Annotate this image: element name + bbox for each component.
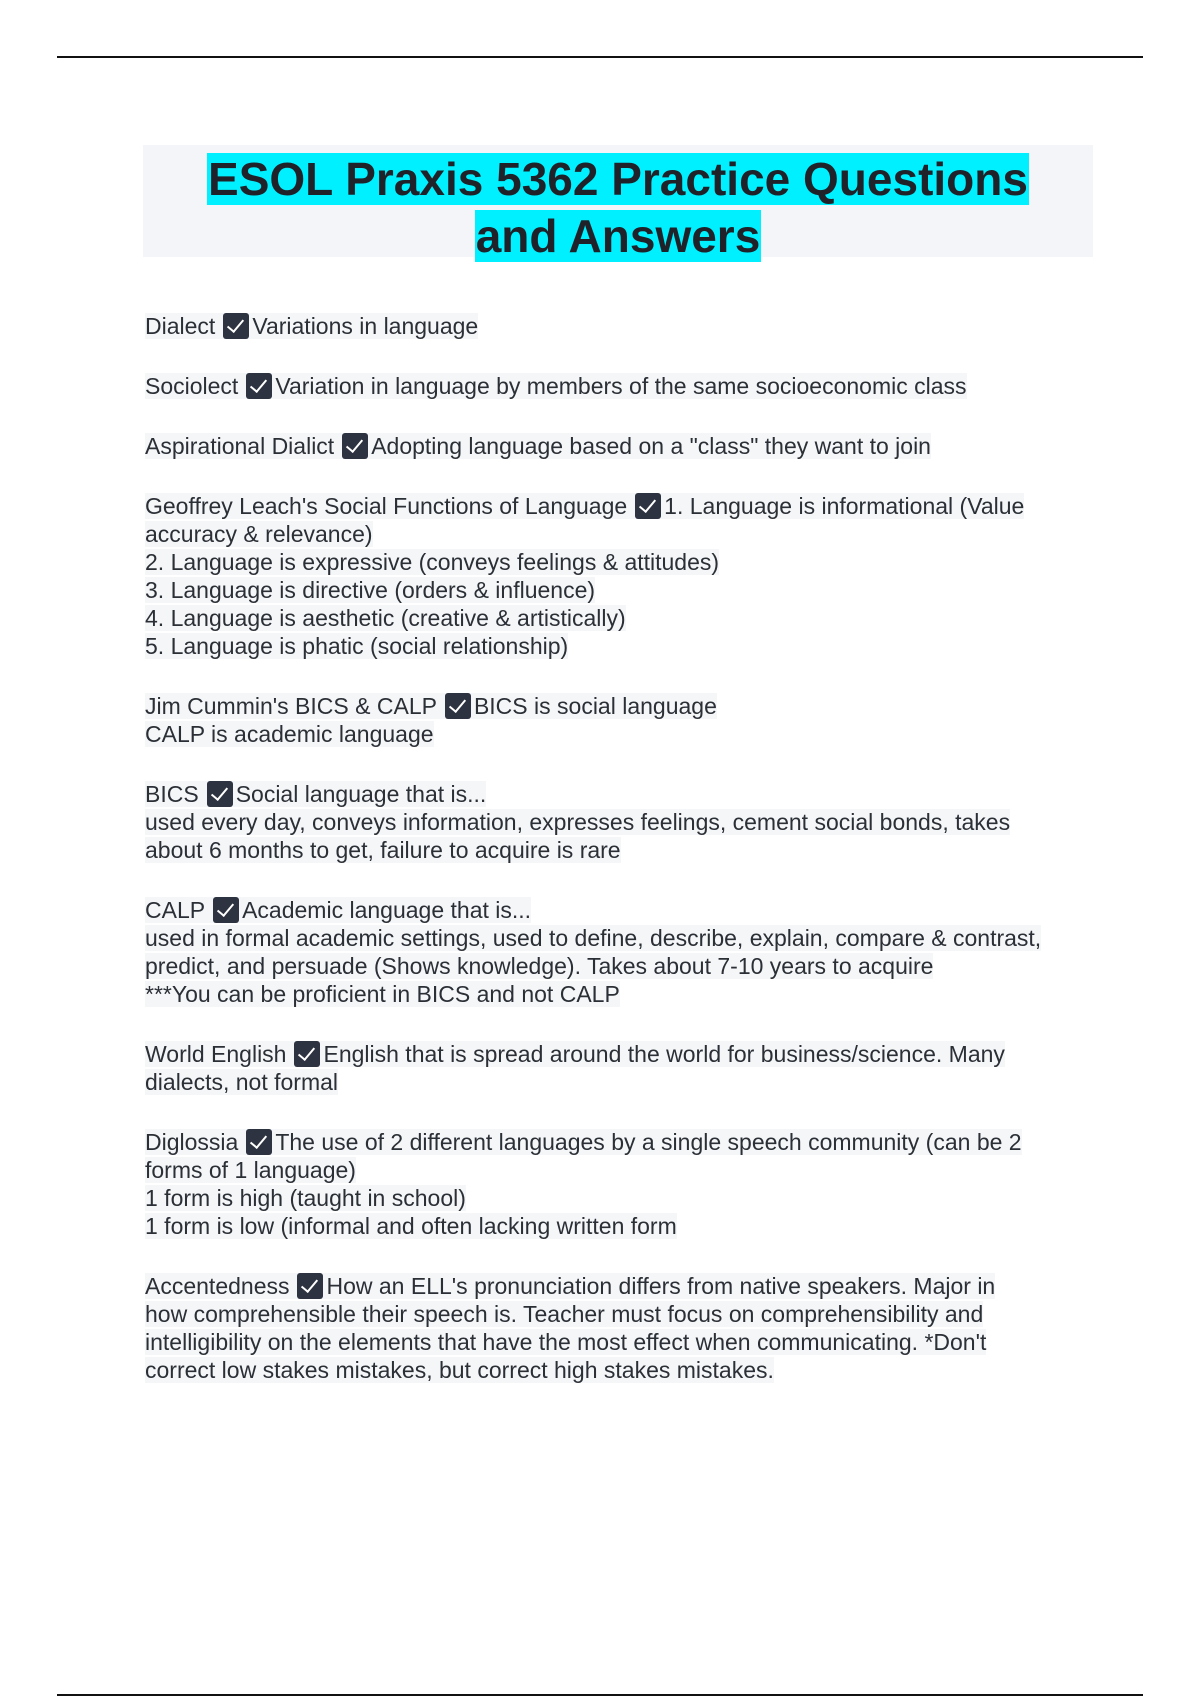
flashcard-answer-line	[145, 924, 1105, 952]
flashcard-answer-line-text: 5. Language is phatic (social relationship)	[145, 633, 569, 659]
flashcard-answer: Social language that is...	[235, 781, 487, 807]
checkbox-checked-icon	[213, 897, 239, 923]
flashcard-answer-line	[145, 808, 1105, 836]
flashcard-term: Accentedness	[145, 1273, 290, 1299]
flashcard-answer-line-text: correct low stakes mistakes, but correct high stakes mistakes.	[145, 1357, 774, 1383]
flashcard-answer-line	[145, 1184, 1105, 1212]
flashcard-term: Jim Cummin's BICS & CALP	[145, 693, 437, 719]
flashcard-first-line-text	[145, 313, 478, 339]
checkbox-checked-icon	[635, 493, 661, 519]
flashcard-answer-line-text: dialects, not formal	[145, 1069, 339, 1095]
flashcard-answer-line-text: 3. Language is directive (orders & influence)	[145, 577, 596, 603]
flashcard-answer-line	[145, 952, 1105, 980]
flashcard-answer-line-text: 1 form is high (taught in school)	[145, 1185, 466, 1211]
title-box	[143, 145, 1093, 262]
flashcard-item	[145, 312, 1105, 340]
flashcard-answer: The use of 2 different languages by a single speech community (can be 2	[275, 1129, 1022, 1155]
flashcard-term: BICS	[145, 781, 199, 807]
flashcard-answer-line-text: 4. Language is aesthetic (creative & artistically)	[145, 605, 626, 631]
flashcard-answer-line	[145, 836, 1105, 864]
flashcard-answer-line-text: used every day, conveys information, expresses feelings, cement social bonds, takes	[145, 809, 1011, 835]
flashcard-answer: Variations in language	[252, 313, 479, 339]
flashcard-answer-line-text: accuracy & relevance)	[145, 521, 373, 547]
flashcard-first-line-text	[145, 433, 931, 459]
flashcard-term: CALP	[145, 897, 206, 923]
top-rule	[57, 56, 1143, 58]
flashcard-first-line	[145, 1128, 1105, 1156]
flashcard-first-line-text	[145, 493, 1024, 519]
flashcard-first-line	[145, 492, 1105, 520]
bottom-rule	[57, 1694, 1143, 1696]
checkbox-checked-icon	[246, 373, 272, 399]
checkbox-checked-icon	[297, 1273, 323, 1299]
flashcard-answer-line-text: about 6 months to get, failure to acquire is rare	[145, 837, 621, 863]
flashcard-answer-line	[145, 1156, 1105, 1184]
flashcard-term: Sociolect	[145, 373, 239, 399]
flashcard-answer-line-text: intelligibility on the elements that have the most effect when communicating. *Don't	[145, 1329, 987, 1355]
flashcard-answer-line	[145, 1356, 1105, 1384]
checkbox-checked-icon	[223, 313, 249, 339]
flashcard-first-line	[145, 896, 1105, 924]
flashcard-first-line-text	[145, 693, 717, 719]
checkbox-checked-icon	[207, 781, 233, 807]
flashcard-first-line	[145, 432, 1105, 460]
flashcard-item	[145, 1040, 1105, 1096]
flashcard-answer-line-text: used in formal academic settings, used to define, describe, explain, compare & contrast,	[145, 925, 1042, 951]
checkbox-checked-icon	[342, 433, 368, 459]
flashcard-first-line-text	[145, 897, 531, 923]
flashcard-answer-line	[145, 604, 1105, 632]
checkbox-checked-icon	[445, 693, 471, 719]
flashcard-first-line-text	[145, 1041, 1005, 1067]
flashcard-answer-line	[145, 548, 1105, 576]
checkbox-checked-icon	[294, 1041, 320, 1067]
flashcard-item	[145, 896, 1105, 1008]
flashcard-answer: Variation in language by members of the same socioeconomic class	[275, 373, 967, 399]
flashcard-answer: BICS is social language	[473, 693, 717, 719]
flashcard-answer: Adopting language based on a "class" they want to join	[371, 433, 931, 459]
flashcard-answer-line-text: how comprehensible their speech is. Teacher must focus on comprehensibility and	[145, 1301, 984, 1327]
flashcard-first-line	[145, 780, 1105, 808]
flashcard-first-line	[145, 372, 1105, 400]
flashcard-term: World English	[145, 1041, 287, 1067]
flashcard-item	[145, 1272, 1105, 1384]
flashcard-first-line-text	[145, 1273, 995, 1299]
flashcard-answer-line	[145, 632, 1105, 660]
flashcard-answer-line	[145, 576, 1105, 604]
flashcard-answer-line-text: ***You can be proficient in BICS and not CALP	[145, 981, 620, 1007]
title-line-2: and Answers	[475, 210, 761, 262]
flashcard-answer-line	[145, 520, 1105, 548]
flashcard-answer-line-text: 1 form is low (informal and often lacking written form	[145, 1213, 677, 1239]
flashcard-answer-line	[145, 1068, 1105, 1096]
flashcard-term: Aspirational Dialict	[145, 433, 335, 459]
flashcard-answer: English that is spread around the world for business/science. Many	[323, 1041, 1005, 1067]
flashcard-list	[145, 312, 1105, 1416]
flashcard-first-line-text	[145, 781, 486, 807]
flashcard-answer-line	[145, 720, 1105, 748]
flashcard-answer-line	[145, 1212, 1105, 1240]
checkbox-checked-icon	[246, 1129, 272, 1155]
flashcard-first-line-text	[145, 1129, 1022, 1155]
flashcard-item	[145, 432, 1105, 460]
flashcard-item	[145, 780, 1105, 864]
flashcard-item	[145, 372, 1105, 400]
flashcard-answer-line	[145, 980, 1105, 1008]
page-title	[143, 151, 1093, 265]
flashcard-first-line	[145, 692, 1105, 720]
flashcard-term: Dialect	[145, 313, 216, 339]
flashcard-answer-line-text: 2. Language is expressive (conveys feelings & attitudes)	[145, 549, 720, 575]
flashcard-item	[145, 692, 1105, 748]
flashcard-first-line	[145, 1040, 1105, 1068]
flashcard-answer: How an ELL's pronunciation differs from native speakers. Major in	[326, 1273, 996, 1299]
flashcard-item	[145, 1128, 1105, 1240]
flashcard-item	[145, 492, 1105, 660]
flashcard-answer-line-text: forms of 1 language)	[145, 1157, 356, 1183]
flashcard-answer: 1. Language is informational (Value	[664, 493, 1025, 519]
flashcard-answer: Academic language that is...	[242, 897, 532, 923]
flashcard-first-line-text	[145, 373, 967, 399]
flashcard-term: Diglossia	[145, 1129, 239, 1155]
flashcard-first-line	[145, 1272, 1105, 1300]
flashcard-first-line	[145, 312, 1105, 340]
flashcard-answer-line	[145, 1328, 1105, 1356]
flashcard-answer-line	[145, 1300, 1105, 1328]
title-line-1: ESOL Praxis 5362 Practice Questions	[208, 153, 1028, 205]
flashcard-answer-line-text: CALP is academic language	[145, 721, 434, 747]
flashcard-term: Geoffrey Leach's Social Functions of Language	[145, 493, 628, 519]
flashcard-answer-line-text: predict, and persuade (Shows knowledge). Takes about 7-10 years to acquire	[145, 953, 934, 979]
